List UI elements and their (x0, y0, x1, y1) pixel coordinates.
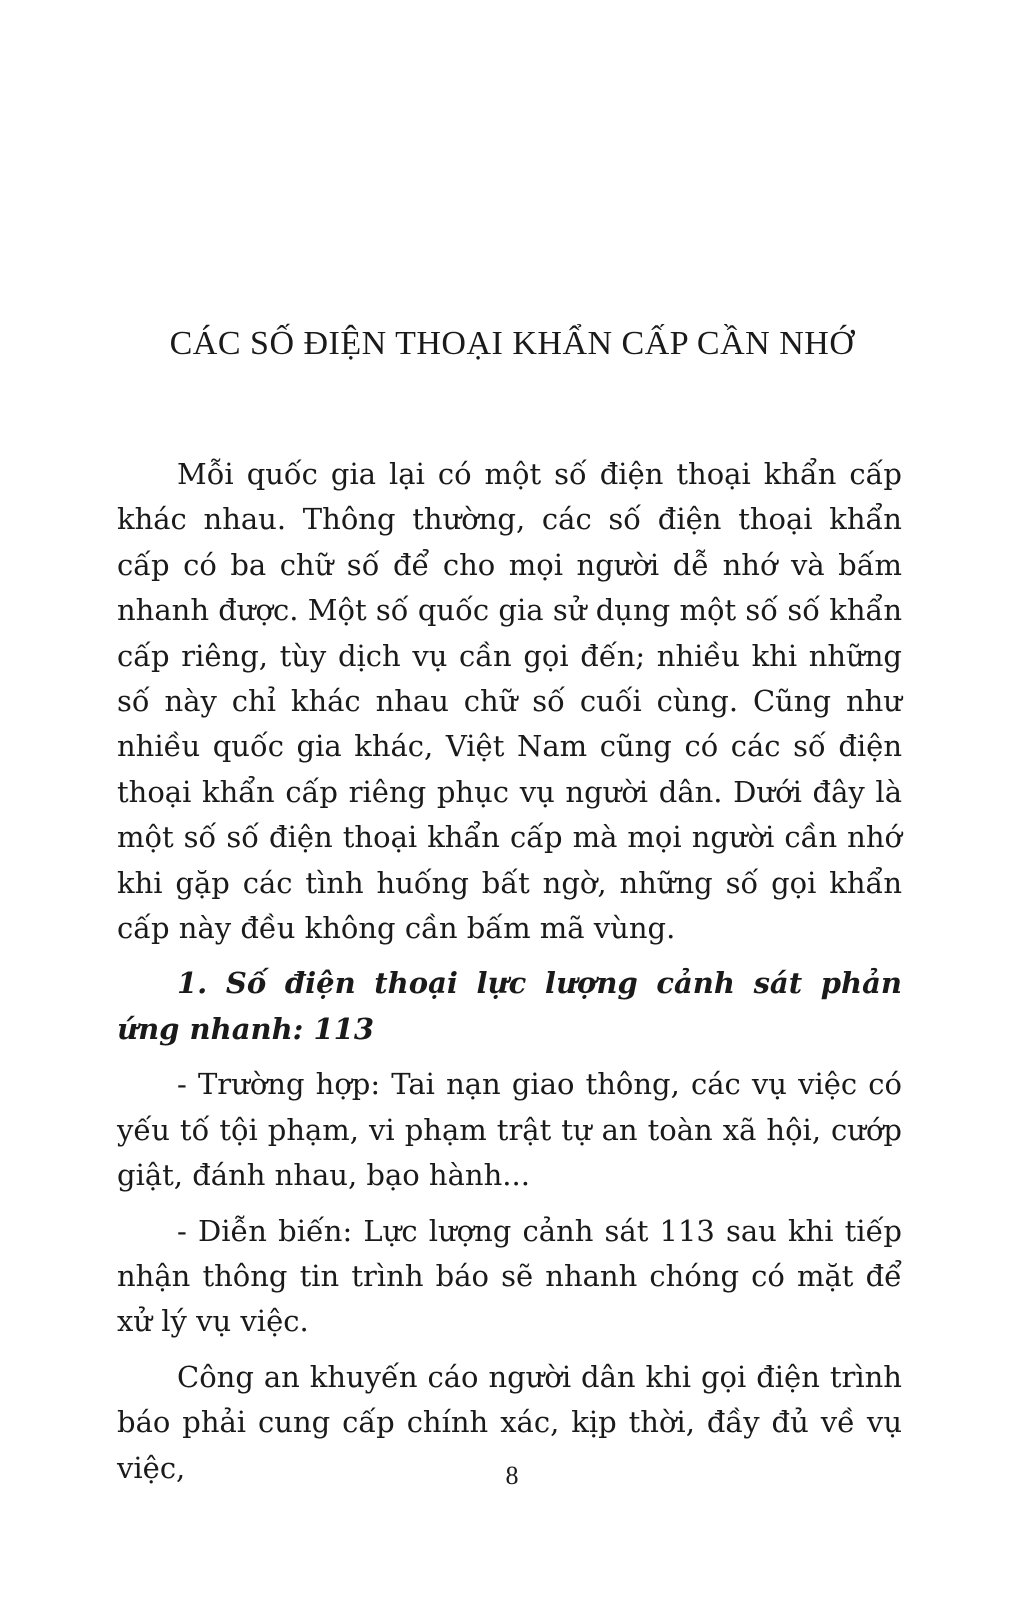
page-number: 8 (505, 1461, 519, 1490)
progress-paragraph: - Diễn biến: Lực lượng cảnh sát 113 sau khi tiếp nhận thông tin trình báo sẽ nhanh chóng có mặt để xử lý vụ việc. (117, 1213, 902, 1339)
body-text (117, 452, 902, 1491)
advice-paragraph: Công an khuyến cáo người dân khi gọi điện trình báo phải cung cấp chính xác, kịp thời, đầy đủ về vụ việc, (117, 1359, 902, 1485)
section-heading-113: 1. Số điện thoại lực lượng cảnh sát phản ứng nhanh: 113 (117, 966, 902, 1046)
page-title: CÁC SỐ ĐIỆN THOẠI KHẨN CẤP CẦN NHỚ (169, 325, 855, 362)
intro-paragraph: Mỗi quốc gia lại có một số điện thoại khẩn cấp khác nhau. Thông thường, các số điện thoại khẩn cấp có ba chữ số để cho mọi người dễ nhớ và bấm nhanh được. Một số quốc gia sử dụng một số số khẩn cấp riêng, tùy dịch vụ cần gọi đến; nhiều khi những số này chỉ khác nhau chữ số cuối cùng. Cũng như nhiều quốc gia khác, Việt Nam cũng có các số điện thoại khẩn cấp riêng phục vụ người dân. Dưới đây là một số số điện thoại khẩn cấp mà mọi người cần nhớ khi gặp các tình huống bất ngờ, những số gọi khẩn cấp này đều không cần bấm mã vùng. (117, 457, 902, 946)
case-paragraph: - Trường hợp: Tai nạn giao thông, các vụ việc có yếu tố tội phạm, vi phạm trật tự an toàn xã hội, cướp giật, đánh nhau, bạo hành... (117, 1067, 902, 1193)
